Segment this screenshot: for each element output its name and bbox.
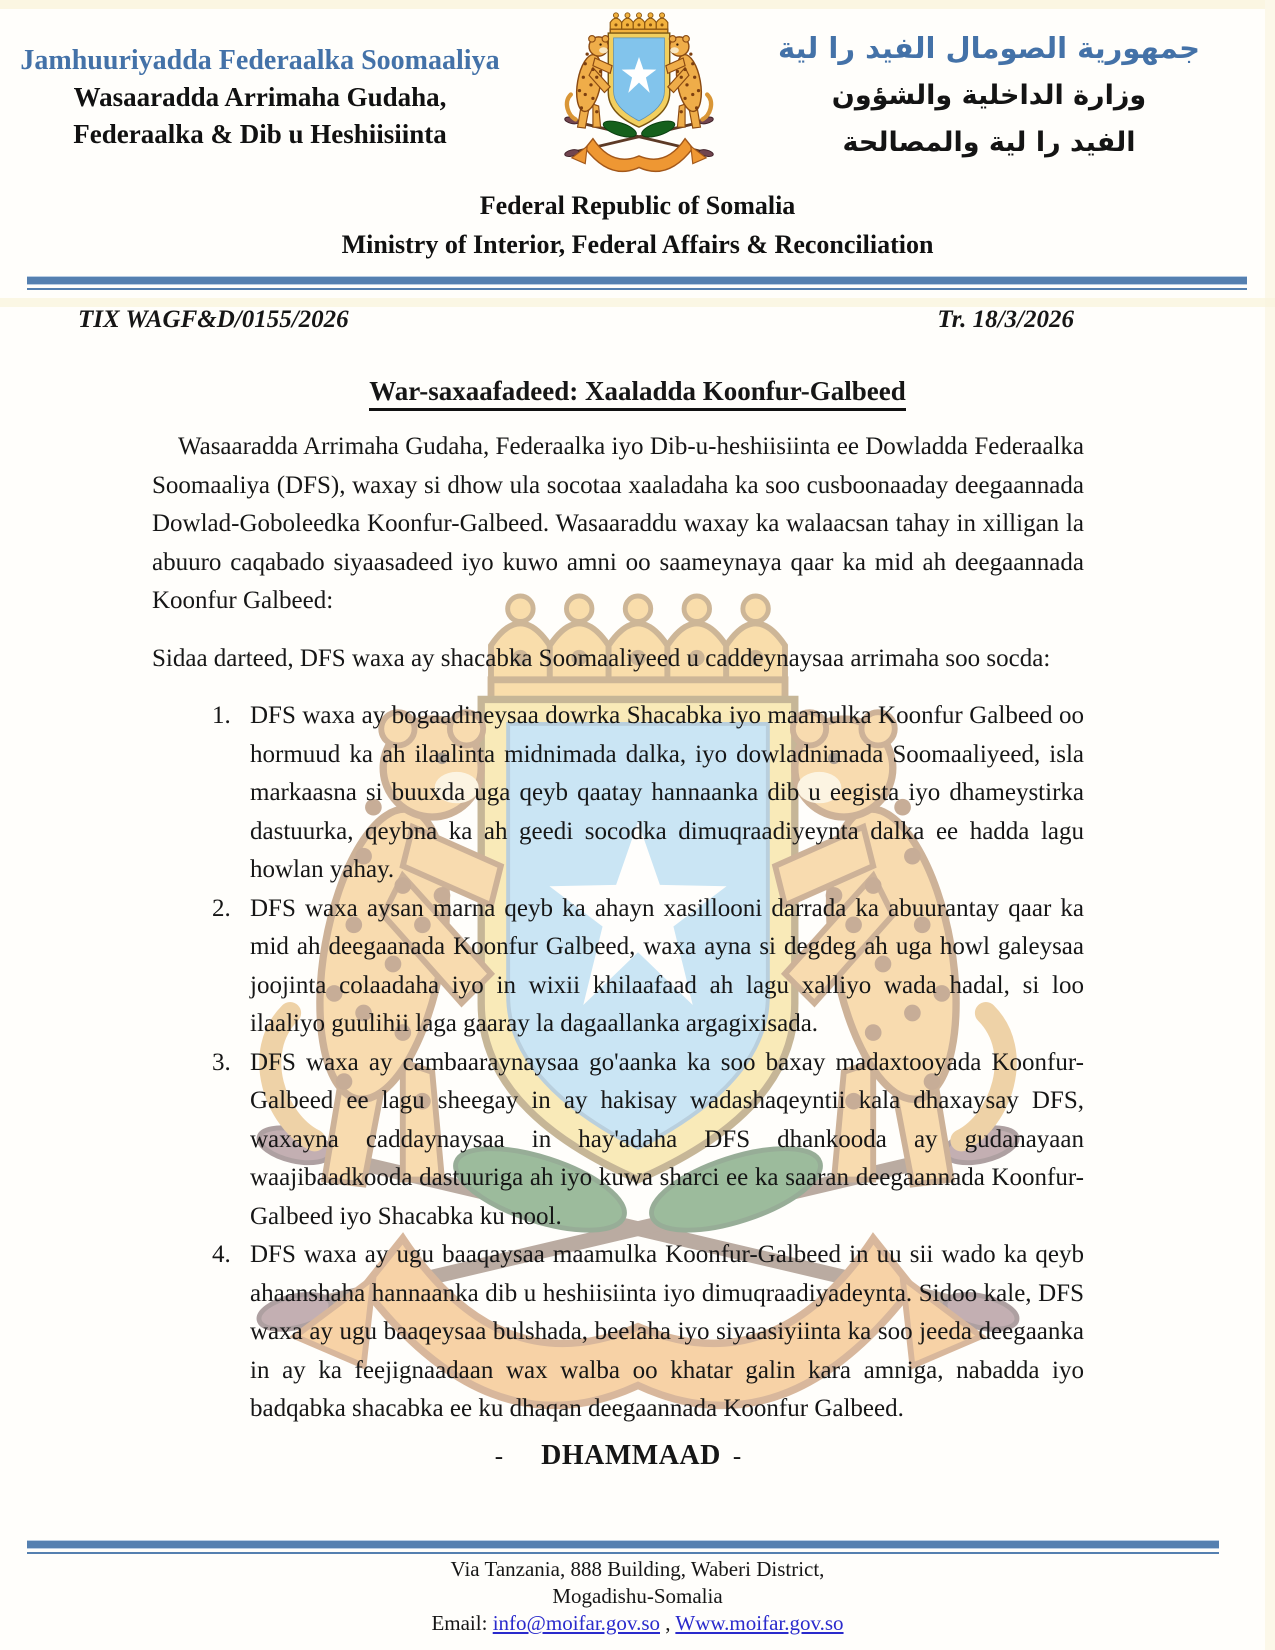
list-item-number: 1.	[212, 702, 231, 729]
footer	[0, 1556, 1275, 1637]
document-title-wrap	[0, 376, 1275, 407]
somalia-coat-of-arms-icon	[543, 8, 735, 181]
ministry-name-english: Ministry of Interior, Federal Affairs & Reconciliation	[341, 230, 934, 259]
ministry-name-somali-line2: Federaalka & Dib u Heshiisiinta	[73, 119, 447, 149]
website-link[interactable]: Www.moifar.gov.so	[675, 1611, 844, 1635]
list-item	[152, 890, 1084, 1044]
end-of-document-mark	[152, 1437, 1084, 1477]
ministry-name-arabic-line2: الفيد را لية والمصالحة	[842, 127, 1136, 158]
header-org-english	[0, 186, 1275, 264]
header-org-somali	[18, 42, 502, 153]
divider-thick-bar	[27, 276, 1247, 285]
paragraph-intro: Wasaaradda Arrimaha Gudaha, Federaalka iyo Dib-u-heshiisiinta ee Dowladda Federaalka Soomaaliya (DFS), waxay si dhow ula socotaa xaaladaha ka soo cusboonaaday deegaannada Dowlad-Goboleedka Koonfur-Galbeed. Wasaaraddu waxay ka walaacsan tahay in xilligan la abuuro caqabado siyaasadeed iyo kuwo amni oo saameynaya qaar ka mid ah deegaannada Koonfur Galbeed:	[152, 433, 1084, 614]
list-item	[152, 1236, 1084, 1429]
end-mark-word: DHAMMAAD	[541, 1439, 721, 1471]
statement-list	[152, 697, 1084, 1429]
end-mark-right-dash: -	[732, 1442, 742, 1470]
footer-contact-line	[0, 1610, 1275, 1637]
org-name-english: Federal Republic of Somalia	[479, 191, 796, 220]
org-name-arabic: جمهورية الصومال الفيد را لية	[777, 31, 1201, 65]
paragraph-lead-in: Sidaa darteed, DFS waxa ay shacabka Soomaaliyeed u caddeynaysaa arrimaha soo socda:	[152, 644, 1051, 672]
document-title: War-saxaafadeed: Xaaladda Koonfur-Galbeed	[369, 376, 906, 411]
list-item	[152, 697, 1084, 890]
end-mark-left-dash: -	[494, 1442, 504, 1470]
list-item-number: 4.	[212, 1241, 231, 1268]
reference-row	[78, 306, 1074, 334]
list-item-number: 2.	[212, 894, 231, 922]
header-org-arabic	[758, 24, 1220, 166]
footer-address-line1: Via Tanzania, 888 Building, Waberi District,	[450, 1557, 825, 1581]
list-item-text: DFS waxa aysan marna qeyb ka ahayn xasillooni darrada ka abuurantay qaar ka mid ah deegaanada Koonfur Galbeed, waxa ayna si degdeg ah uga howl galeysaa joojinta colaadaha iyo in wixii khilaafaad ah lagu xalliyo wada hadal, si loo ilaaliyo guulihii laga gaaray la dagaallanka argagixisada.	[250, 894, 1084, 1037]
document-date: Tr. 18/3/2026	[937, 306, 1074, 333]
email-label: Email:	[431, 1611, 488, 1635]
divider-thick-bar	[27, 1540, 1219, 1549]
org-name-somali: Jamhuuriyadda Federaalka Soomaaliya	[20, 45, 500, 76]
footer-link-separator: ,	[665, 1611, 671, 1635]
document-body	[152, 428, 1084, 1476]
ministry-name-arabic-line1: وزارة الداخلية والشؤون	[831, 80, 1147, 111]
footer-address-line2: Mogadishu-Somalia	[552, 1584, 723, 1608]
divider-thin-line	[27, 1552, 1219, 1554]
list-item-number: 3.	[212, 1048, 231, 1076]
divider-thin-line	[27, 288, 1247, 290]
list-item-text: DFS waxa ay bogaadineysaa dowrka Shacabka iyo maamulka Koonfur Galbeed oo hormuud ka ah ilaalinta midnimada dalka, iyo dowladnimada Soomaaliyeed, isla markaasna si buuxda uga qeyb qaatay hannaanka dib u eegista iyo dhameystirka dastuurka, qeybna ka ah geedi socodka dimuqraadiyeynta dalka ee hadda lagu howlan yahay.	[250, 702, 1084, 883]
list-item	[152, 1044, 1084, 1237]
header-divider	[27, 276, 1247, 290]
email-link[interactable]: info@moifar.gov.so	[492, 1611, 660, 1635]
reference-number: TIX WAGF&D/0155/2026	[78, 306, 349, 333]
ministry-name-somali-line1: Wasaaradda Arrimaha Gudaha,	[73, 82, 447, 112]
list-item-text: DFS waxa ay cambaaraynaysaa go'aanka ka soo baxay madaxtooyada Koonfur-Galbeed ee lagu sheegay in ay hakisay wadashaqeyntii kala dhaxaysay DFS, waxayna caddaynaysaa in hay'adaha DFS dhankooda ay gudanayaan waajibaadkooda dastuuriga ah iyo kuwa sharci ee ka saaran deegaannada Koonfur-Galbeed iyo Shacabka ku nool.	[250, 1048, 1084, 1230]
footer-divider	[27, 1540, 1219, 1554]
list-item-text: DFS waxa ay ugu baaqaysaa maamulka Koonfur-Galbeed in uu sii wado ka qeyb ahaanshaha hannaanka dib u heshiisiinta iyo dimuqraadiyadeynta. Sidoo kale, DFS waxa ay ugu baaqeysaa bulshada, beelaha iyo siyaasiyiinta ka soo jeeda deegaanka in ay ka feejignaadaan wax walba oo khatar galin kara amniga, nabadda iyo badqabka shacabka ee ku dhaqan deegaannada Koonfur Galbeed.	[250, 1241, 1084, 1422]
